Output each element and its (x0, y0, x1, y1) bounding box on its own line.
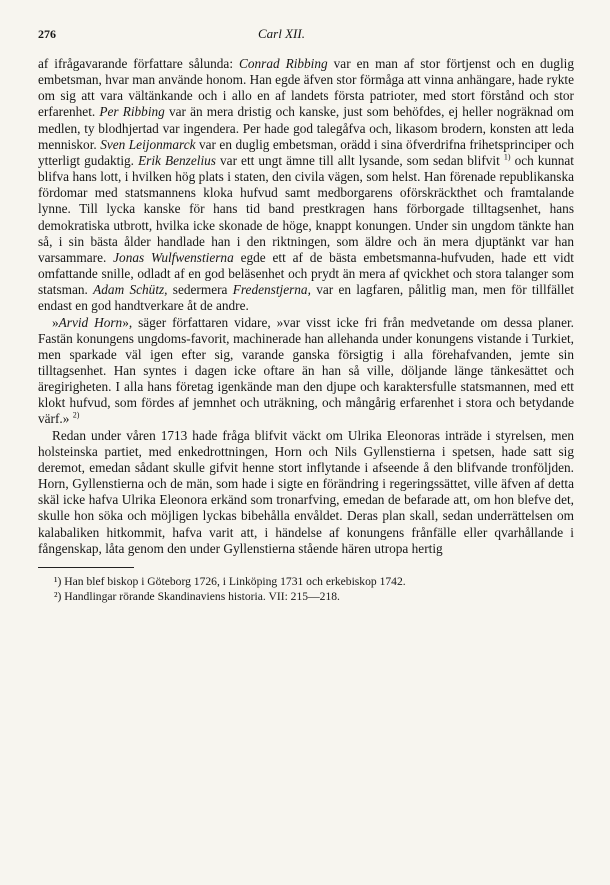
italic-name: Arvid Horn (58, 314, 123, 330)
italic-name: Erik Benzelius (138, 152, 216, 168)
footnote-1: ¹) Han blef biskop i Göteborg 1726, i Linköping 1731 och erkebiskop 1742. (54, 574, 406, 588)
italic-name: Per Ribbing (99, 104, 165, 120)
page-number: 276 (38, 27, 56, 41)
footnote-ref: 2) (72, 411, 80, 421)
footnote-divider (38, 567, 134, 568)
footnotes (38, 574, 574, 604)
italic-name: Fredenstjerna, (232, 282, 311, 298)
running-head: Carl XII. (258, 26, 305, 41)
italic-name: Adam Schütz, (93, 282, 168, 298)
footnote-ref: 1) (503, 152, 511, 162)
paragraph-2 (38, 315, 574, 428)
text-run: och kunnat blifva hans lott, i hvilken hög plats i staten, den civila vägen, som helst. Han förenade republikanska fördomar med statsmannens kloka hufvud samt medborgarens oförskräckthet och framtalande lynne. Till lycka kanske för hans tid band prestkragen hans förborgade tilltagsenhet, hans demokratiska utbrott, hvilka icke skonade de höge, knappt konungen. Under sin ungdom tänkte han så, i sin bästa ålder handlade han i den riktningen, som äldre och än mera djuptänkt var han varsammare. (38, 152, 574, 265)
italic-name: Conrad Ribbing (238, 56, 328, 71)
text-run: var en man af stor förtjenst och en duglig embetsman, hvar man använde honom. Han egde äfven stor förmåga att vinna anhängare, hade rykte om sig att vara vältänkande och i allo en af landets första patrioter, med stort förstånd och stor erfarenhet. (38, 56, 574, 120)
text-run: Redan under våren 1713 hade fråga blifvit väckt om Ulrika Eleonoras inträde i styrelsen, men holsteinska partiet, med enkedrottningen, Horn och Nils Gyllenstierna i spetsen, hade satt sig deremot, emedan sådant skulle gifvit henne stort inflytande i afseende å den blifvande tronföljden. Horn, Gyllenstierna och de män, som hade i sigte en förändring i regeringssättet, ville äfven af detta skäl icke hafva Ulrika Eleonora erkänd som tronarfving, emedan de befarade att, om hon blefve det, skulle hon söka och möjligen lyckas bibehålla envåldet. Deras plan skall, sedan underrättelsen om kalabaliken hitkommit, hafva varit att, i händelse af konungens frånfälle eller qvarhållande i fångenskap, låta genom den under Gyllenstierna stående hären utropa hertig (38, 427, 574, 556)
text-run: sedermera (167, 282, 233, 298)
text-run: var en lagfaren, pålitlig man, men för tillfället endast en god handtverkare åt de andre. (38, 282, 575, 314)
text-run: var än mera dristig och kanske, just som behöfdes, ej heller nogräknad om medlen, ty blodhjertad var ingendera. Per hade god talegåfva och, likasom brodern, konsten att leda menniskor. (38, 104, 574, 152)
body-text (38, 56, 574, 557)
text-run: egde ett af de bästa embetsmanna-hufvuden, hade ett vidt omfattande snille, odladt af en god beläsenhet och prydt än mera af qvickhet och stora talanger som statsman. (38, 249, 574, 298)
text-run: var ett ungt ämne till allt lysande, som sedan blifvit (215, 152, 504, 168)
paragraph-3 (38, 428, 574, 557)
italic-name: Sven Leijonmarck (100, 136, 196, 152)
paragraph-1 (38, 56, 574, 315)
italic-name: Jonas Wulfwenstierna (113, 249, 234, 265)
footnote-2: ²) Handlingar rörande Skandinaviens historia. VII: 215—218. (54, 589, 340, 603)
text-run: » (52, 314, 59, 330)
text-run: var en duglig embetsman, orädd i sina öfverdrifna frihetsprinciper och ytterligt gudaktig. (38, 136, 574, 168)
page-header (38, 26, 574, 48)
text-run: af ifrågavarande författare sålunda: (38, 56, 239, 71)
text-run: », säger författaren vidare, »var visst icke fri från medvetande om dessa planer. Fastän konungens ungdoms-favorit, machinerade han allehanda under konungens vistande i Turkiet, men sparkade väl igen efter sig, varande ganska försigtig i alla förehafvanden, jemte sin tilltagsenhet. Han syntes i dagen icke oftare än han så ville, döljande länge tänkesättet och äregirigheten. I alla hans företag igenkände man den djupe och karaktersfulle statsmannen, med ett klokt hufvud, som fördes af jemnhet och uträkning, och mångårig erfarenhet i stora och betydande värf.» (38, 314, 574, 427)
